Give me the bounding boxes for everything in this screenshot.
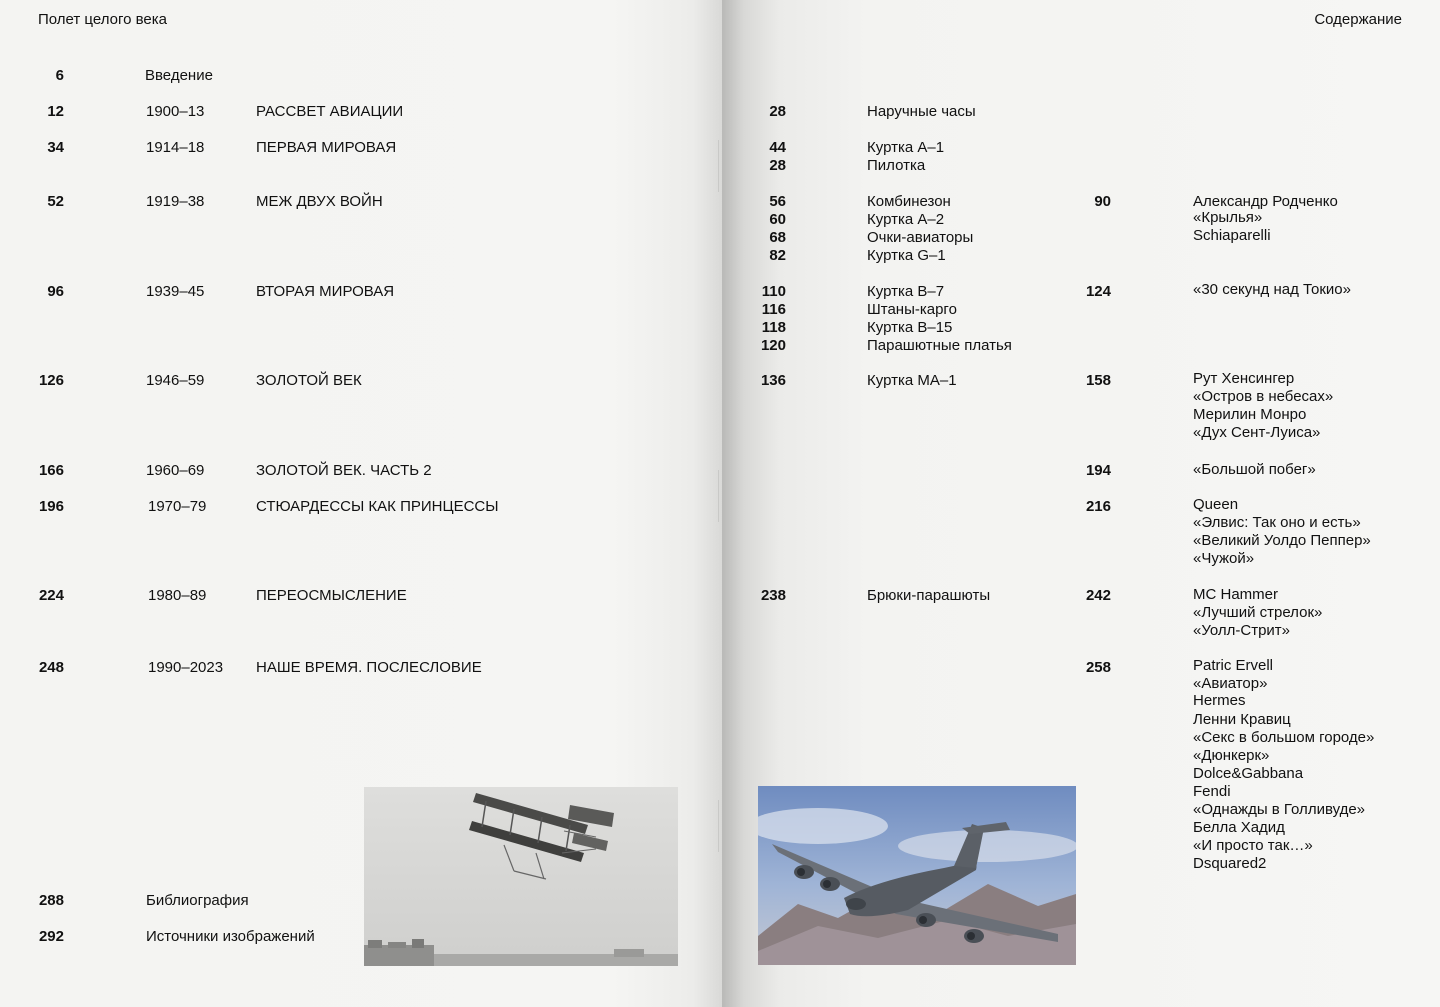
- section-title: РАССВЕТ АВИАЦИИ: [256, 103, 404, 120]
- section-page: 196: [38, 498, 64, 515]
- culture-line: Белла Хадид: [1193, 819, 1285, 836]
- culture-line: «Авиатор»: [1193, 675, 1268, 692]
- culture-line: Hermes: [1193, 692, 1246, 709]
- item-title: Куртка А–1: [867, 139, 945, 156]
- section-title: ЗОЛОТОЙ ВЕК: [256, 372, 362, 389]
- item-page: 116: [761, 301, 786, 318]
- item-title: Куртка А–2: [867, 211, 945, 228]
- item-title: Наручные часы: [867, 103, 976, 120]
- item-page: 44: [769, 139, 786, 156]
- section-years: 1990–2023: [148, 659, 224, 676]
- culture-line: «И просто так…»: [1193, 837, 1313, 854]
- item-page: 118: [761, 319, 786, 336]
- section-title: МЕЖ ДВУХ ВОЙН: [256, 193, 383, 210]
- culture-line: «Остров в небесах»: [1193, 388, 1334, 405]
- culture-page: 242: [1085, 587, 1111, 604]
- item-page: 60: [769, 211, 786, 228]
- culture-line: «Великий Уолдо Пеппер»: [1193, 532, 1371, 549]
- section-title: ПЕРЕОСМЫСЛЕНИЕ: [256, 587, 407, 604]
- section-page: 6: [55, 67, 64, 84]
- culture-line: Patric Ervell: [1193, 657, 1274, 674]
- binding-stitch: [718, 800, 719, 852]
- section-page: 248: [38, 659, 64, 676]
- culture-line: Рут Хенсингер: [1193, 370, 1295, 387]
- item-title: Куртка В–15: [867, 319, 953, 336]
- item-page: 110: [761, 283, 786, 300]
- cargo-jet-photo: [758, 786, 1076, 965]
- item-title: Пилотка: [867, 157, 926, 174]
- culture-line: «30 секунд над Токио»: [1193, 281, 1351, 298]
- biplane-photo: [364, 787, 678, 966]
- culture-line: Александр Родченко: [1193, 193, 1338, 210]
- section-years: 1960–69: [146, 462, 205, 479]
- culture-line: «Дух Сент-Луиса»: [1193, 424, 1321, 441]
- item-title: Очки-авиаторы: [867, 229, 974, 246]
- culture-page: 258: [1085, 659, 1111, 676]
- culture-line: «Секс в большом городе»: [1193, 729, 1375, 746]
- culture-line: Dolce&Gabbana: [1193, 765, 1304, 782]
- section-years: 1900–13: [146, 103, 205, 120]
- culture-line: Ленни Кравиц: [1193, 711, 1291, 728]
- culture-line: «Крылья»: [1193, 209, 1263, 226]
- backmatter-title: Библиография: [146, 892, 249, 909]
- backmatter-page: 288: [38, 892, 64, 909]
- item-title: Парашютные платья: [867, 337, 1012, 354]
- section-page: 12: [47, 103, 64, 120]
- section-page: 224: [38, 587, 64, 604]
- culture-page: 158: [1085, 372, 1111, 389]
- item-page: 28: [769, 157, 786, 174]
- section-years: 1919–38: [146, 193, 205, 210]
- running-header-right: Содержание: [1314, 11, 1402, 28]
- culture-page: 194: [1085, 462, 1111, 479]
- culture-line: MC Hammer: [1193, 586, 1278, 603]
- right-page: [722, 0, 1440, 1007]
- section-years: 1939–45: [146, 283, 205, 300]
- section-title: ПЕРВАЯ МИРОВАЯ: [256, 139, 397, 156]
- culture-line: «Дюнкерк»: [1193, 747, 1270, 764]
- item-page: 120: [760, 337, 786, 354]
- culture-line: «Большой побег»: [1193, 461, 1316, 478]
- item-page: 82: [769, 247, 786, 264]
- item-title: Брюки-парашюты: [867, 587, 991, 604]
- culture-line: «Уолл-Стрит»: [1193, 622, 1291, 639]
- culture-line: «Лучший стрелок»: [1193, 604, 1323, 621]
- section-years: 1914–18: [146, 139, 205, 156]
- culture-line: Dsquared2: [1193, 855, 1267, 872]
- backmatter-title: Источники изображений: [146, 928, 315, 945]
- section-page: 34: [47, 139, 64, 156]
- item-page: 238: [760, 587, 786, 604]
- item-page: 136: [760, 372, 786, 389]
- section-title: НАШЕ ВРЕМЯ. ПОСЛЕСЛОВИЕ: [256, 659, 482, 676]
- culture-line: Queen: [1193, 496, 1239, 513]
- item-page: 28: [769, 103, 786, 120]
- item-page: 68: [769, 229, 786, 246]
- binding-stitch: [718, 470, 719, 522]
- running-header-left: Полет целого века: [38, 11, 167, 28]
- culture-line: «Однажды в Голливуде»: [1193, 801, 1366, 818]
- culture-line: «Чужой»: [1193, 550, 1255, 567]
- item-title: Комбинезон: [867, 193, 951, 210]
- culture-page: 124: [1085, 283, 1111, 300]
- section-title: ВТОРАЯ МИРОВАЯ: [256, 283, 395, 300]
- culture-page: 90: [1094, 193, 1111, 210]
- item-title: Куртка МА–1: [867, 372, 957, 389]
- section-title: Введение: [145, 67, 213, 84]
- section-title: СТЮАРДЕССЫ КАК ПРИНЦЕССЫ: [256, 498, 499, 515]
- item-title: Куртка G–1: [867, 247, 946, 264]
- section-years: 1980–89: [148, 587, 207, 604]
- section-page: 166: [38, 462, 64, 479]
- binding-stitch: [718, 140, 719, 192]
- section-page: 52: [47, 193, 64, 210]
- culture-line: Schiaparelli: [1193, 227, 1271, 244]
- section-title: ЗОЛОТОЙ ВЕК. ЧАСТЬ 2: [256, 462, 432, 479]
- section-page: 96: [47, 283, 64, 300]
- item-title: Куртка В–7: [867, 283, 945, 300]
- section-years: 1970–79: [148, 498, 207, 515]
- item-title: Штаны-карго: [867, 301, 957, 318]
- culture-line: Мерилин Монро: [1193, 406, 1307, 423]
- section-years: 1946–59: [146, 372, 205, 389]
- section-page: 126: [38, 372, 64, 389]
- culture-line: Fendi: [1193, 783, 1231, 800]
- culture-line: «Элвис: Так оно и есть»: [1193, 514, 1361, 531]
- item-page: 56: [769, 193, 786, 210]
- culture-page: 216: [1085, 498, 1111, 515]
- backmatter-page: 292: [38, 928, 64, 945]
